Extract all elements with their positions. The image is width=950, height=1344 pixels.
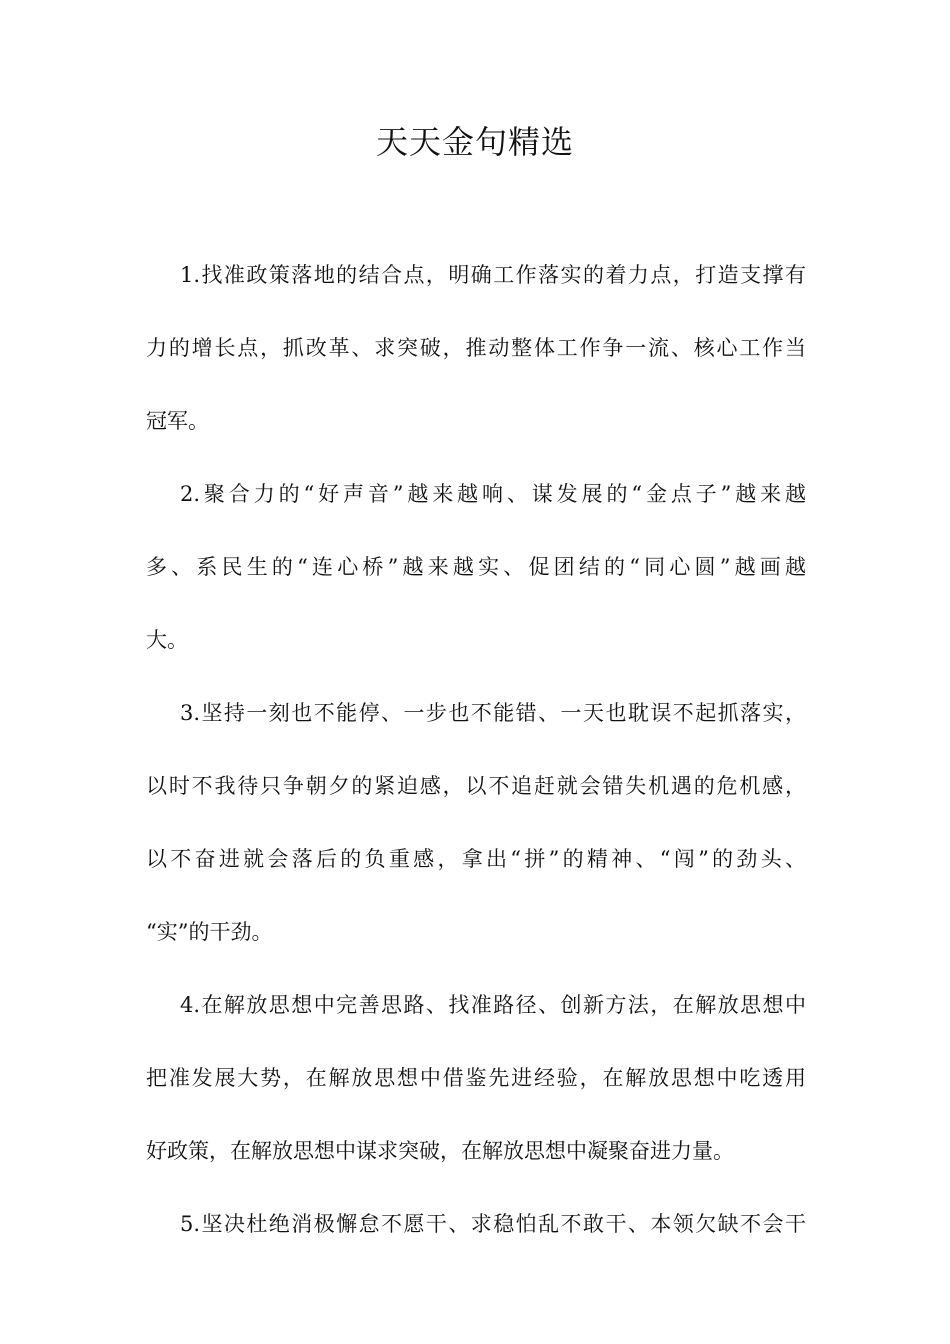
paragraph-line: 以时不我待只争朝夕的紧迫感，以不追赶就会错失机遇的危机感， [146,774,806,798]
paragraph-line: 以不奋进就会落后的负重感，拿出“拼”的精神、“闯”的劲头、 [146,847,806,871]
paragraph-line: 大。 [146,628,188,652]
paragraph-3 [146,696,806,988]
paragraph-line: 3.坚持一刻也不能停、一步也不能错、一天也耽误不起抓落实， [180,701,806,725]
paragraph-line: 2.聚合力的“好声音”越来越响、谋发展的“金点子”越来越 [180,482,806,506]
paragraph-line: 5.坚决杜绝消极懈怠不愿干、求稳怕乱不敢干、本领欠缺不会干 [180,1212,806,1236]
paragraph-line: 1.找准政策落地的结合点，明确工作落实的着力点，打造支撑有 [180,263,806,287]
paragraph-1 [146,258,806,477]
paragraph-line: 冠军。 [146,409,209,433]
paragraph-line: 把准发展大势，在解放思想中借鉴先进经验，在解放思想中吃透用 [146,1066,806,1090]
paragraph-5 [146,1207,806,1280]
paragraph-line: 力的增长点，抓改革、求突破，推动整体工作争一流、核心工作当 [146,336,806,360]
document-body [146,258,806,1280]
paragraph-line: 4.在解放思想中完善思路、找准路径、创新方法，在解放思想中 [180,993,806,1017]
paragraph-line: 多、系民生的“连心桥”越来越实、促团结的“同心圆”越画越 [146,555,806,579]
paragraph-line: “实”的干劲。 [146,920,273,944]
paragraph-4 [146,988,806,1207]
page-title: 天天金句精选 [375,123,574,161]
paragraph-line: 好政策，在解放思想中谋求突破，在解放思想中凝聚奋进力量。 [146,1139,734,1163]
paragraph-2 [146,477,806,696]
